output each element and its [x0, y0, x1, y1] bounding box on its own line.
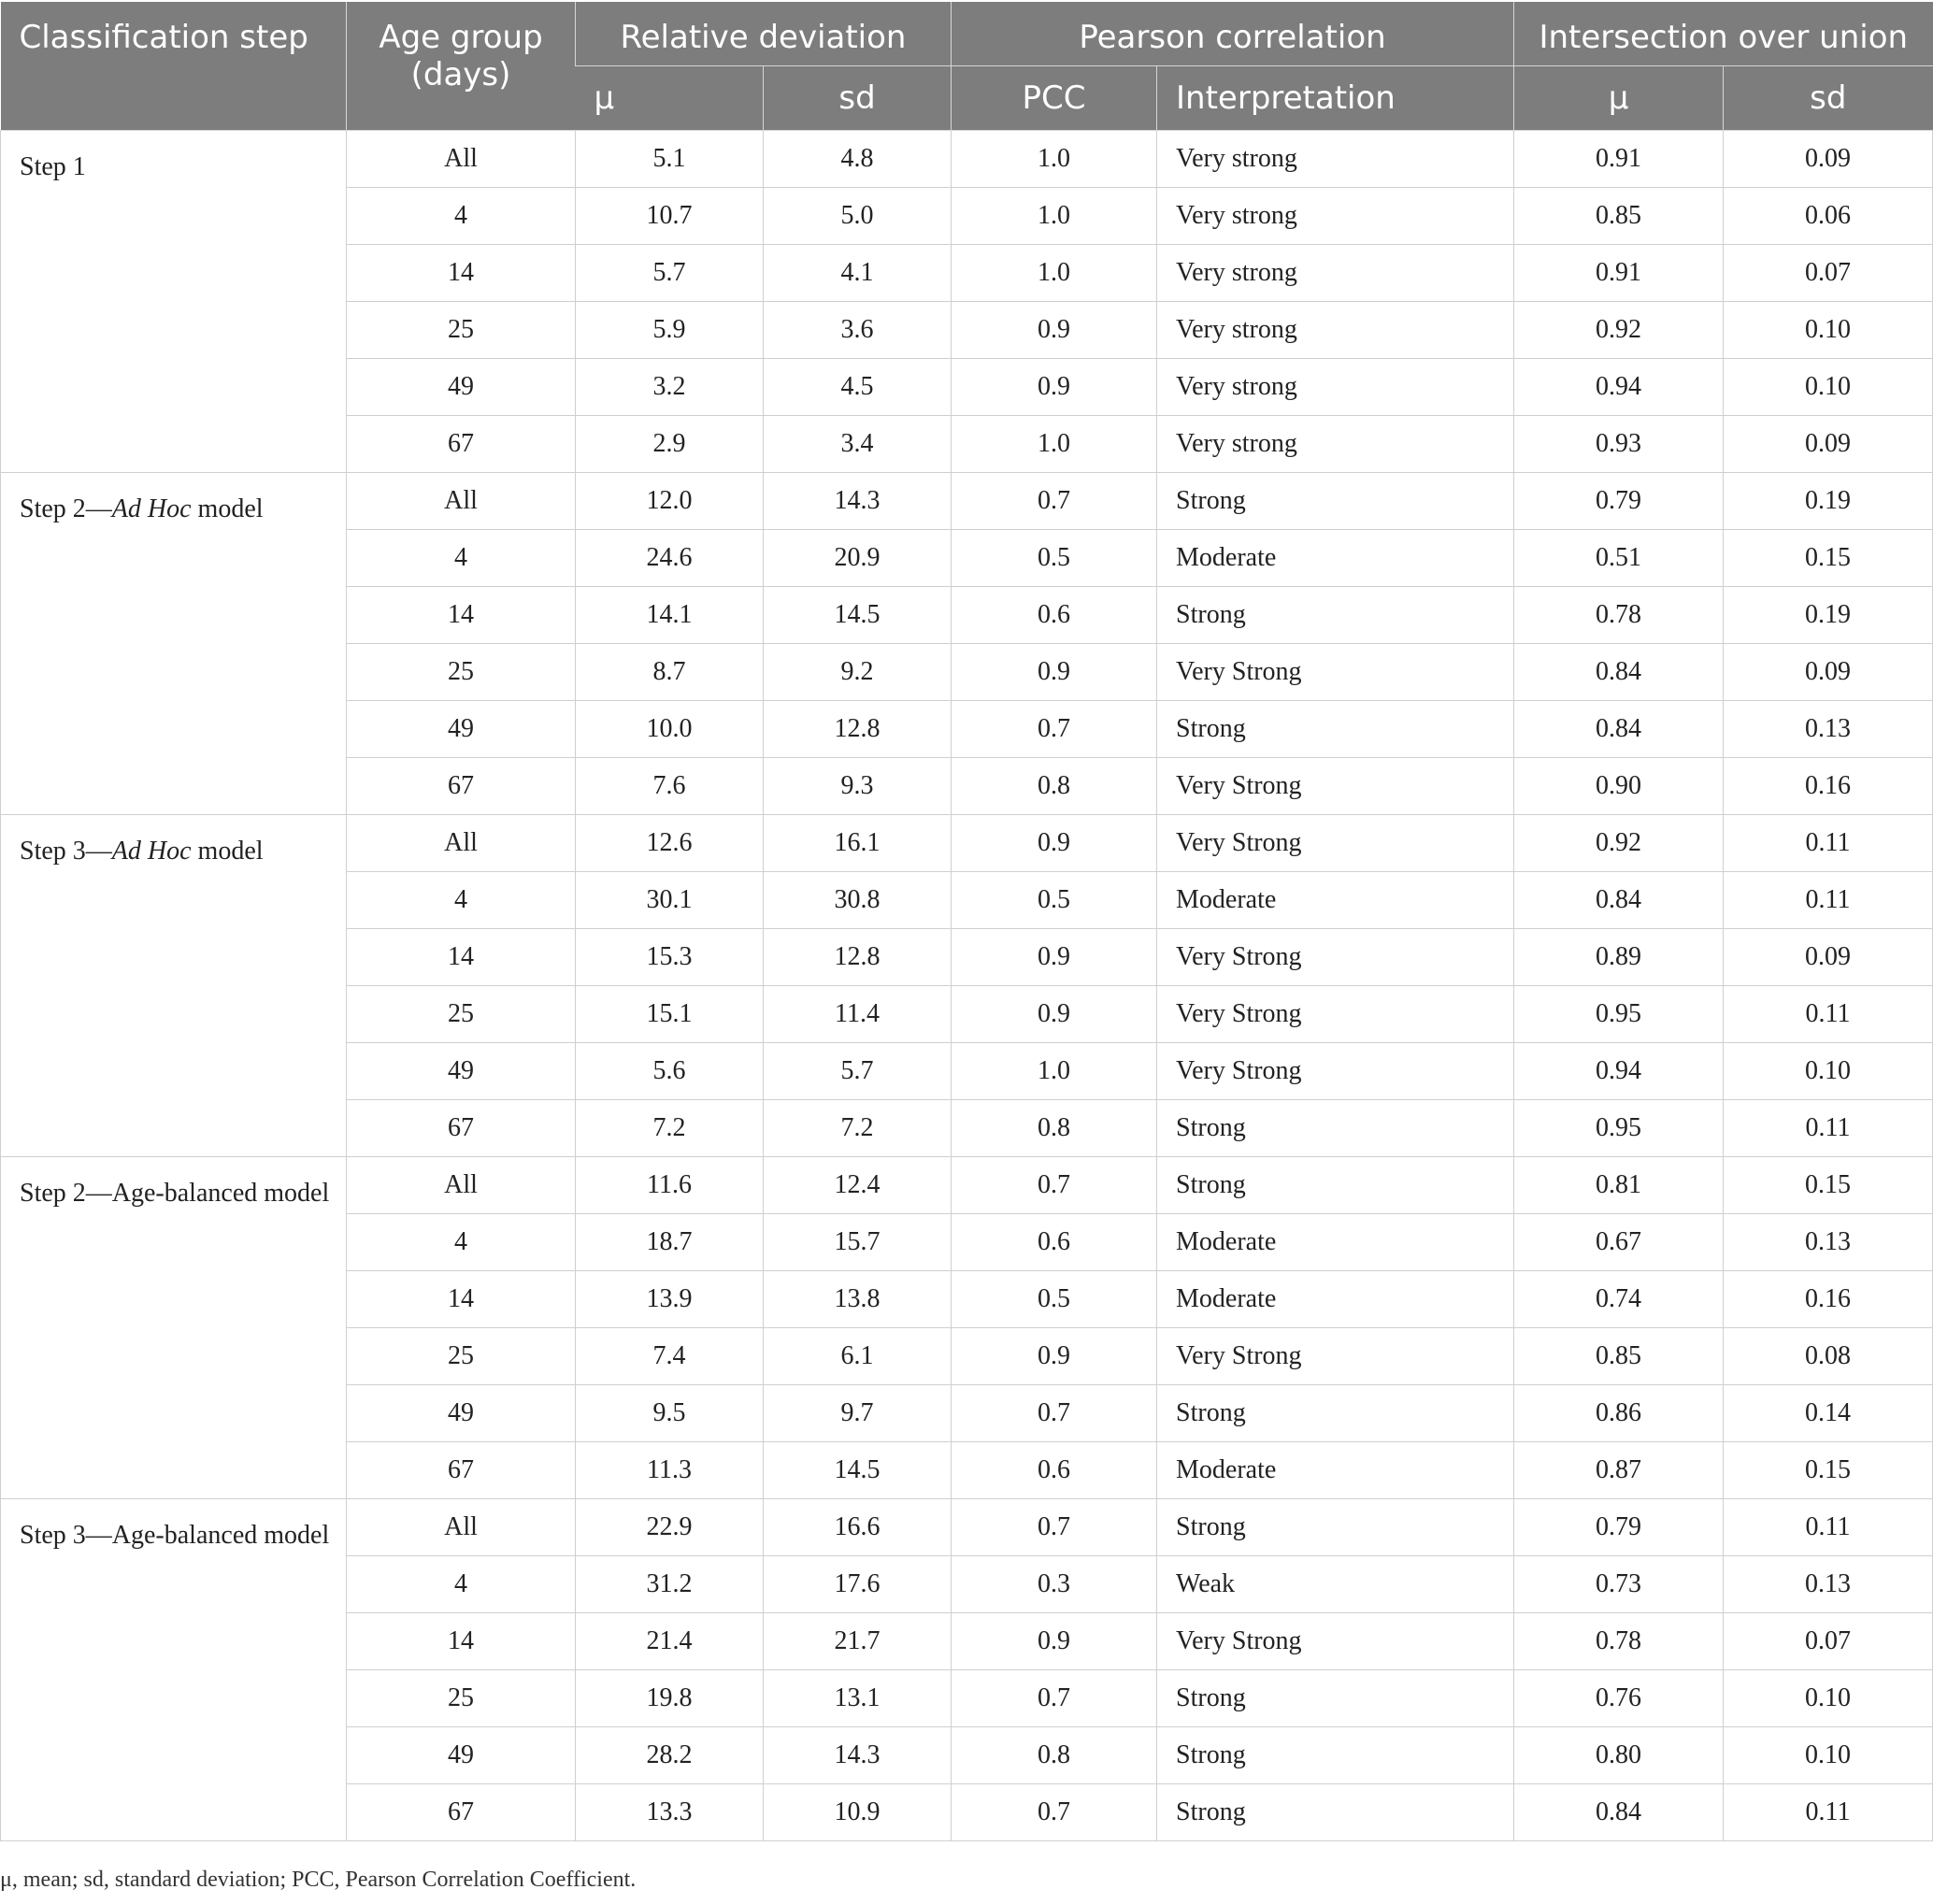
table-row — [1, 472, 1933, 529]
cell-relative-deviation-mu: 18.7 — [576, 1213, 764, 1270]
header-age-group: Age group (days) — [347, 2, 576, 130]
cell-iou-sd: 0.14 — [1724, 1384, 1933, 1441]
cell-age-group: 14 — [347, 586, 576, 643]
cell-relative-deviation-sd: 3.6 — [764, 301, 952, 358]
cell-relative-deviation-mu: 9.5 — [576, 1384, 764, 1441]
cell-iou-mu: 0.84 — [1514, 643, 1724, 700]
cell-iou-mu: 0.95 — [1514, 1099, 1724, 1156]
cell-classification-step — [1, 472, 347, 814]
cell-iou-mu: 0.85 — [1514, 1327, 1724, 1384]
cell-interpretation: Very Strong — [1157, 1327, 1514, 1384]
cell-relative-deviation-mu: 5.7 — [576, 244, 764, 301]
cell-interpretation: Very strong — [1157, 301, 1514, 358]
cell-age-group: 14 — [347, 1270, 576, 1327]
cell-relative-deviation-mu: 14.1 — [576, 586, 764, 643]
cell-iou-sd: 0.10 — [1724, 358, 1933, 415]
cell-relative-deviation-mu: 21.4 — [576, 1612, 764, 1669]
cell-iou-mu: 0.79 — [1514, 1498, 1724, 1555]
cell-iou-sd: 0.11 — [1724, 814, 1933, 871]
cell-iou-mu: 0.80 — [1514, 1726, 1724, 1783]
table-row — [1, 1156, 1933, 1213]
cell-relative-deviation-mu: 24.6 — [576, 529, 764, 586]
cell-age-group: 14 — [347, 244, 576, 301]
cell-iou-mu: 0.73 — [1514, 1555, 1724, 1612]
cell-relative-deviation-mu: 11.6 — [576, 1156, 764, 1213]
cell-iou-mu: 0.84 — [1514, 1783, 1724, 1840]
cell-interpretation: Strong — [1157, 586, 1514, 643]
cell-age-group: 67 — [347, 1099, 576, 1156]
cell-iou-sd: 0.10 — [1724, 1042, 1933, 1099]
cell-interpretation: Very Strong — [1157, 814, 1514, 871]
cell-relative-deviation-sd: 7.2 — [764, 1099, 952, 1156]
cell-iou-sd: 0.13 — [1724, 700, 1933, 757]
cell-relative-deviation-sd: 20.9 — [764, 529, 952, 586]
cell-relative-deviation-sd: 6.1 — [764, 1327, 952, 1384]
cell-iou-mu: 0.79 — [1514, 472, 1724, 529]
cell-iou-sd: 0.11 — [1724, 871, 1933, 928]
cell-age-group: 67 — [347, 1441, 576, 1498]
cell-age-group: 25 — [347, 1327, 576, 1384]
cell-iou-sd: 0.16 — [1724, 757, 1933, 814]
table-header — [1, 2, 1933, 130]
cell-interpretation: Very strong — [1157, 244, 1514, 301]
cell-interpretation: Very strong — [1157, 187, 1514, 244]
cell-interpretation: Strong — [1157, 1498, 1514, 1555]
cell-pcc: 0.6 — [952, 1441, 1157, 1498]
cell-relative-deviation-mu: 22.9 — [576, 1498, 764, 1555]
cell-relative-deviation-mu: 10.7 — [576, 187, 764, 244]
cell-iou-mu: 0.92 — [1514, 814, 1724, 871]
cell-iou-mu: 0.84 — [1514, 700, 1724, 757]
cell-interpretation: Very strong — [1157, 358, 1514, 415]
cell-pcc: 1.0 — [952, 415, 1157, 472]
cell-iou-mu: 0.76 — [1514, 1669, 1724, 1726]
cell-iou-sd: 0.10 — [1724, 301, 1933, 358]
cell-age-group: 25 — [347, 301, 576, 358]
cell-classification-step: Step 3—Age-balanced model — [1, 1498, 347, 1840]
cell-iou-sd: 0.19 — [1724, 586, 1933, 643]
cell-interpretation: Very strong — [1157, 130, 1514, 187]
cell-pcc: 0.6 — [952, 1213, 1157, 1270]
cell-iou-sd: 0.15 — [1724, 1156, 1933, 1213]
cell-relative-deviation-sd: 30.8 — [764, 871, 952, 928]
cell-iou-sd: 0.09 — [1724, 928, 1933, 985]
table-body — [1, 130, 1933, 1840]
cell-iou-sd: 0.15 — [1724, 529, 1933, 586]
cell-relative-deviation-sd: 16.1 — [764, 814, 952, 871]
cell-pcc: 0.9 — [952, 643, 1157, 700]
cell-relative-deviation-mu: 10.0 — [576, 700, 764, 757]
cell-iou-mu: 0.91 — [1514, 130, 1724, 187]
cell-relative-deviation-sd: 12.8 — [764, 928, 952, 985]
cell-relative-deviation-mu: 5.6 — [576, 1042, 764, 1099]
cell-relative-deviation-mu: 2.9 — [576, 415, 764, 472]
cell-age-group: 4 — [347, 529, 576, 586]
cell-iou-sd: 0.10 — [1724, 1726, 1933, 1783]
step-label-suffix: model — [191, 836, 264, 866]
header-classification-step: Classification step — [1, 2, 347, 130]
cell-age-group: 49 — [347, 358, 576, 415]
cell-interpretation: Very Strong — [1157, 643, 1514, 700]
header-interpretation: Interpretation — [1157, 65, 1514, 130]
cell-iou-mu: 0.74 — [1514, 1270, 1724, 1327]
cell-relative-deviation-mu: 3.2 — [576, 358, 764, 415]
cell-relative-deviation-sd: 5.7 — [764, 1042, 952, 1099]
header-rd-mu: μ — [576, 65, 764, 130]
cell-pcc: 1.0 — [952, 1042, 1157, 1099]
cell-age-group: All — [347, 130, 576, 187]
cell-relative-deviation-mu: 28.2 — [576, 1726, 764, 1783]
cell-relative-deviation-sd: 5.0 — [764, 187, 952, 244]
cell-pcc: 0.9 — [952, 985, 1157, 1042]
cell-iou-sd: 0.11 — [1724, 985, 1933, 1042]
cell-iou-mu: 0.89 — [1514, 928, 1724, 985]
cell-relative-deviation-mu: 7.6 — [576, 757, 764, 814]
results-table-container — [0, 2, 1932, 1841]
header-relative-deviation: Relative deviation — [576, 2, 952, 65]
cell-pcc: 0.3 — [952, 1555, 1157, 1612]
cell-relative-deviation-sd: 14.5 — [764, 1441, 952, 1498]
cell-relative-deviation-sd: 14.3 — [764, 1726, 952, 1783]
cell-iou-mu: 0.87 — [1514, 1441, 1724, 1498]
cell-relative-deviation-sd: 13.8 — [764, 1270, 952, 1327]
cell-iou-sd: 0.09 — [1724, 643, 1933, 700]
cell-interpretation: Weak — [1157, 1555, 1514, 1612]
cell-relative-deviation-mu: 7.4 — [576, 1327, 764, 1384]
cell-iou-mu: 0.91 — [1514, 244, 1724, 301]
header-pearson-correlation: Pearson correlation — [952, 2, 1514, 65]
cell-relative-deviation-sd: 21.7 — [764, 1612, 952, 1669]
header-rd-sd: sd — [764, 65, 952, 130]
cell-relative-deviation-mu: 7.2 — [576, 1099, 764, 1156]
cell-interpretation: Strong — [1157, 1669, 1514, 1726]
cell-relative-deviation-mu: 8.7 — [576, 643, 764, 700]
cell-relative-deviation-mu: 12.0 — [576, 472, 764, 529]
cell-pcc: 1.0 — [952, 187, 1157, 244]
cell-relative-deviation-sd: 13.1 — [764, 1669, 952, 1726]
cell-pcc: 0.5 — [952, 1270, 1157, 1327]
cell-iou-sd: 0.11 — [1724, 1099, 1933, 1156]
step-label-italic: Ad Hoc — [111, 494, 192, 523]
cell-iou-sd: 0.06 — [1724, 187, 1933, 244]
cell-classification-step: Step 1 — [1, 130, 347, 472]
cell-iou-mu: 0.95 — [1514, 985, 1724, 1042]
cell-relative-deviation-sd: 9.3 — [764, 757, 952, 814]
cell-iou-mu: 0.67 — [1514, 1213, 1724, 1270]
cell-relative-deviation-mu: 15.1 — [576, 985, 764, 1042]
cell-relative-deviation-mu: 11.3 — [576, 1441, 764, 1498]
cell-iou-mu: 0.94 — [1514, 1042, 1724, 1099]
cell-iou-sd: 0.11 — [1724, 1783, 1933, 1840]
cell-relative-deviation-sd: 12.4 — [764, 1156, 952, 1213]
cell-pcc: 0.9 — [952, 301, 1157, 358]
cell-pcc: 0.5 — [952, 529, 1157, 586]
cell-age-group: 49 — [347, 1384, 576, 1441]
cell-interpretation: Very Strong — [1157, 757, 1514, 814]
cell-relative-deviation-mu: 13.9 — [576, 1270, 764, 1327]
cell-pcc: 0.7 — [952, 1783, 1157, 1840]
cell-iou-sd: 0.13 — [1724, 1555, 1933, 1612]
cell-age-group: 25 — [347, 985, 576, 1042]
cell-pcc: 0.7 — [952, 700, 1157, 757]
cell-iou-sd: 0.09 — [1724, 130, 1933, 187]
cell-pcc: 0.9 — [952, 814, 1157, 871]
cell-iou-mu: 0.92 — [1514, 301, 1724, 358]
header-iou: Intersection over union — [1514, 2, 1933, 65]
cell-interpretation: Very Strong — [1157, 928, 1514, 985]
cell-relative-deviation-mu: 19.8 — [576, 1669, 764, 1726]
cell-interpretation: Moderate — [1157, 1213, 1514, 1270]
cell-iou-mu: 0.84 — [1514, 871, 1724, 928]
cell-iou-sd: 0.13 — [1724, 1213, 1933, 1270]
cell-iou-mu: 0.94 — [1514, 358, 1724, 415]
cell-iou-mu: 0.78 — [1514, 586, 1724, 643]
cell-pcc: 0.5 — [952, 871, 1157, 928]
cell-iou-sd: 0.09 — [1724, 415, 1933, 472]
cell-age-group: 49 — [347, 1042, 576, 1099]
cell-interpretation: Strong — [1157, 1099, 1514, 1156]
cell-iou-sd: 0.15 — [1724, 1441, 1933, 1498]
cell-interpretation: Moderate — [1157, 529, 1514, 586]
cell-relative-deviation-mu: 12.6 — [576, 814, 764, 871]
cell-iou-mu: 0.86 — [1514, 1384, 1724, 1441]
cell-iou-mu: 0.90 — [1514, 757, 1724, 814]
cell-iou-mu: 0.51 — [1514, 529, 1724, 586]
cell-classification-step: Step 2—Age-balanced model — [1, 1156, 347, 1498]
cell-pcc: 0.8 — [952, 1726, 1157, 1783]
cell-interpretation: Very strong — [1157, 415, 1514, 472]
cell-relative-deviation-mu: 15.3 — [576, 928, 764, 985]
cell-iou-sd: 0.10 — [1724, 1669, 1933, 1726]
cell-iou-mu: 0.93 — [1514, 415, 1724, 472]
header-pcc: PCC — [952, 65, 1157, 130]
cell-relative-deviation-sd: 12.8 — [764, 700, 952, 757]
cell-pcc: 0.9 — [952, 1612, 1157, 1669]
cell-age-group: 49 — [347, 700, 576, 757]
cell-interpretation: Strong — [1157, 700, 1514, 757]
cell-age-group: All — [347, 814, 576, 871]
cell-age-group: 25 — [347, 643, 576, 700]
cell-age-group: 67 — [347, 415, 576, 472]
cell-age-group: 14 — [347, 928, 576, 985]
cell-relative-deviation-sd: 14.5 — [764, 586, 952, 643]
cell-relative-deviation-sd: 9.7 — [764, 1384, 952, 1441]
cell-interpretation: Very Strong — [1157, 985, 1514, 1042]
cell-classification-step — [1, 814, 347, 1156]
step-label-prefix: Step 2— — [20, 494, 112, 523]
table-row — [1, 814, 1933, 871]
cell-age-group: All — [347, 472, 576, 529]
cell-iou-sd: 0.11 — [1724, 1498, 1933, 1555]
cell-pcc: 0.7 — [952, 1498, 1157, 1555]
cell-age-group: 4 — [347, 187, 576, 244]
cell-relative-deviation-sd: 16.6 — [764, 1498, 952, 1555]
cell-interpretation: Strong — [1157, 1384, 1514, 1441]
cell-interpretation: Strong — [1157, 1726, 1514, 1783]
cell-age-group: All — [347, 1498, 576, 1555]
cell-pcc: 0.9 — [952, 928, 1157, 985]
cell-relative-deviation-sd: 10.9 — [764, 1783, 952, 1840]
cell-age-group: 4 — [347, 1555, 576, 1612]
cell-pcc: 1.0 — [952, 244, 1157, 301]
cell-relative-deviation-sd: 11.4 — [764, 985, 952, 1042]
cell-interpretation: Very Strong — [1157, 1612, 1514, 1669]
cell-iou-sd: 0.08 — [1724, 1327, 1933, 1384]
cell-iou-sd: 0.07 — [1724, 1612, 1933, 1669]
cell-relative-deviation-sd: 14.3 — [764, 472, 952, 529]
cell-pcc: 0.9 — [952, 358, 1157, 415]
step-label-italic: Ad Hoc — [111, 836, 192, 866]
cell-age-group: 25 — [347, 1669, 576, 1726]
cell-iou-sd: 0.19 — [1724, 472, 1933, 529]
cell-relative-deviation-sd: 3.4 — [764, 415, 952, 472]
cell-interpretation: Moderate — [1157, 1441, 1514, 1498]
cell-pcc: 0.7 — [952, 1156, 1157, 1213]
cell-age-group: 67 — [347, 1783, 576, 1840]
cell-iou-sd: 0.07 — [1724, 244, 1933, 301]
cell-relative-deviation-mu: 5.1 — [576, 130, 764, 187]
step-label-suffix: model — [191, 494, 264, 523]
results-table — [0, 2, 1933, 1841]
cell-iou-sd: 0.16 — [1724, 1270, 1933, 1327]
cell-interpretation: Strong — [1157, 1783, 1514, 1840]
cell-age-group: 67 — [347, 757, 576, 814]
cell-interpretation: Strong — [1157, 1156, 1514, 1213]
cell-relative-deviation-sd: 4.1 — [764, 244, 952, 301]
cell-interpretation: Strong — [1157, 472, 1514, 529]
cell-relative-deviation-sd: 4.8 — [764, 130, 952, 187]
cell-age-group: All — [347, 1156, 576, 1213]
cell-pcc: 1.0 — [952, 130, 1157, 187]
cell-pcc: 0.7 — [952, 1384, 1157, 1441]
cell-age-group: 49 — [347, 1726, 576, 1783]
cell-interpretation: Moderate — [1157, 1270, 1514, 1327]
cell-pcc: 0.7 — [952, 472, 1157, 529]
cell-relative-deviation-sd: 17.6 — [764, 1555, 952, 1612]
cell-age-group: 4 — [347, 871, 576, 928]
cell-relative-deviation-mu: 30.1 — [576, 871, 764, 928]
table-row — [1, 1498, 1933, 1555]
cell-iou-mu: 0.81 — [1514, 1156, 1724, 1213]
cell-pcc: 0.6 — [952, 586, 1157, 643]
header-iou-sd: sd — [1724, 65, 1933, 130]
cell-relative-deviation-sd: 15.7 — [764, 1213, 952, 1270]
cell-pcc: 0.8 — [952, 1099, 1157, 1156]
cell-iou-mu: 0.78 — [1514, 1612, 1724, 1669]
cell-pcc: 0.9 — [952, 1327, 1157, 1384]
cell-age-group: 4 — [347, 1213, 576, 1270]
cell-relative-deviation-mu: 5.9 — [576, 301, 764, 358]
cell-age-group: 14 — [347, 1612, 576, 1669]
cell-pcc: 0.8 — [952, 757, 1157, 814]
cell-interpretation: Very Strong — [1157, 1042, 1514, 1099]
table-row — [1, 130, 1933, 187]
step-label-prefix: Step 3— — [20, 836, 112, 866]
header-iou-mu: μ — [1514, 65, 1724, 130]
cell-relative-deviation-mu: 13.3 — [576, 1783, 764, 1840]
table-footnote: μ, mean; sd, standard deviation; PCC, Pearson Correlation Coefficient. — [0, 1868, 637, 1892]
cell-relative-deviation-sd: 4.5 — [764, 358, 952, 415]
cell-iou-mu: 0.85 — [1514, 187, 1724, 244]
cell-relative-deviation-sd: 9.2 — [764, 643, 952, 700]
cell-pcc: 0.7 — [952, 1669, 1157, 1726]
cell-interpretation: Moderate — [1157, 871, 1514, 928]
cell-relative-deviation-mu: 31.2 — [576, 1555, 764, 1612]
